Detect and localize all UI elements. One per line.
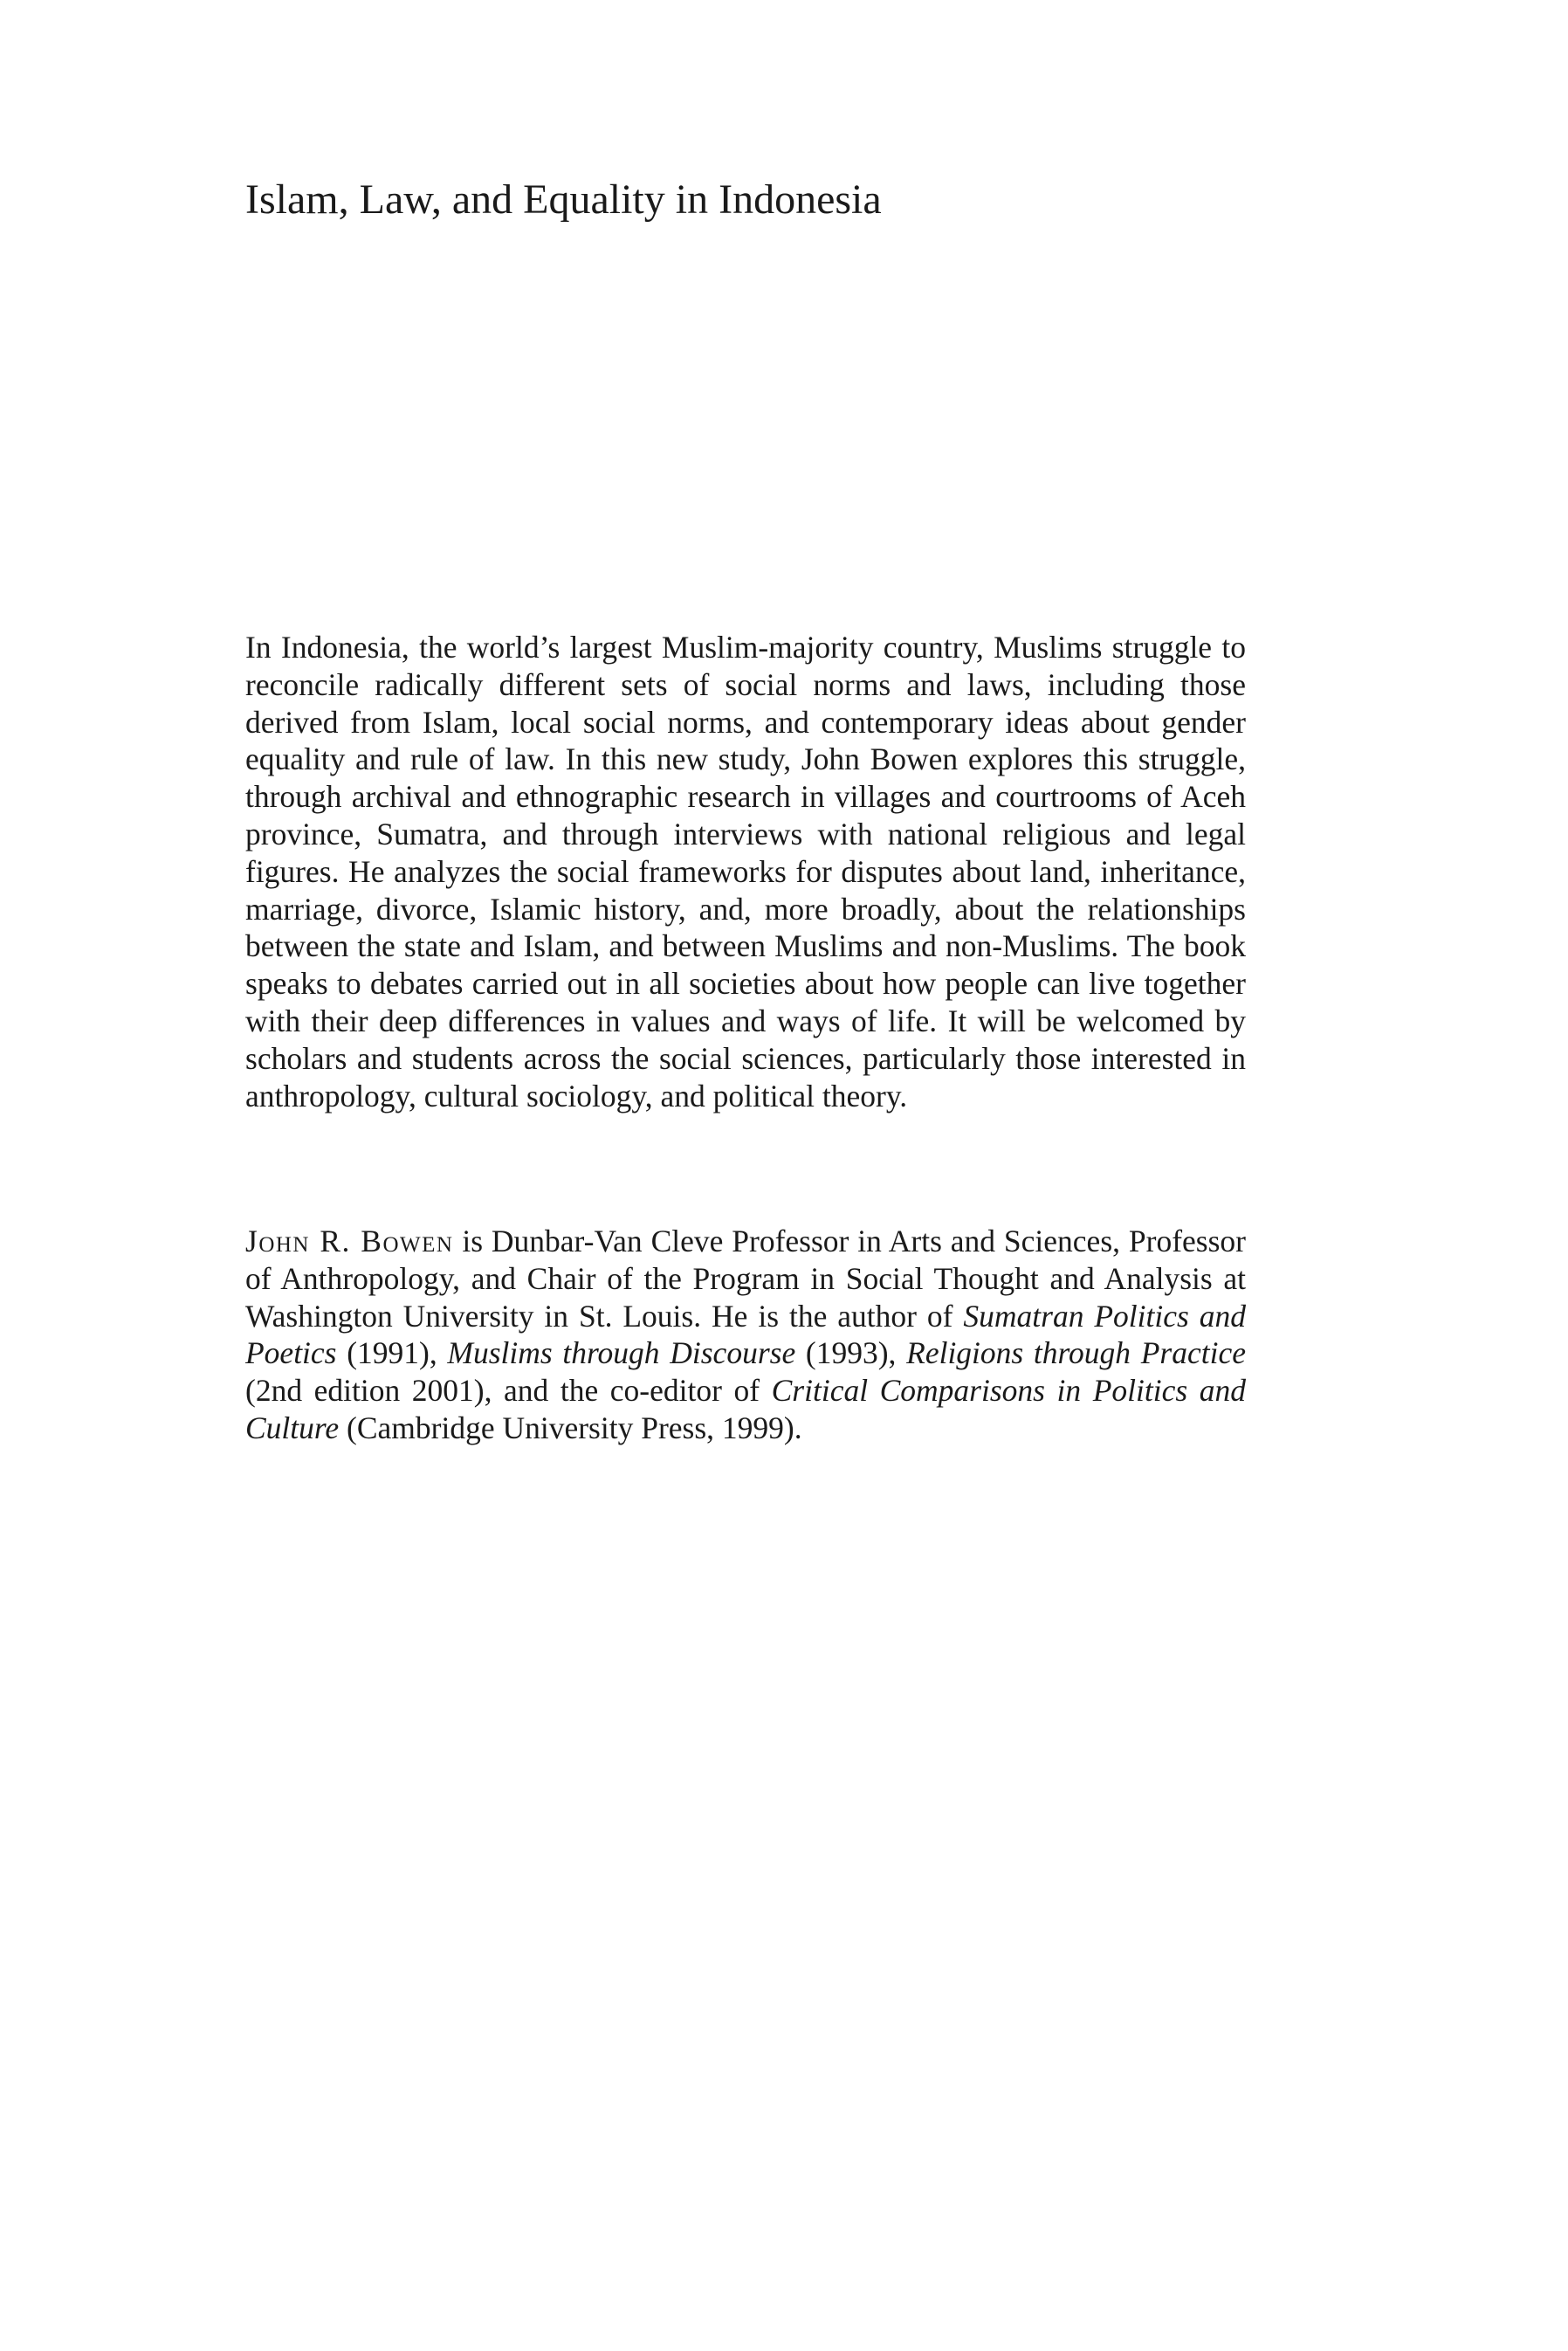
bio-text-4: (2nd edition 2001), and the co-editor of — [245, 1373, 772, 1409]
book-title-2: Muslims through Discourse — [447, 1335, 796, 1371]
bio-text-5: (Cambridge University Press, 1999). — [339, 1410, 802, 1445]
bio-text-3: (1993), — [795, 1335, 907, 1371]
author-bio — [245, 1223, 1246, 1447]
book-title: Islam, Law, and Equality in Indonesia — [245, 176, 882, 223]
book-title-4: Critical Comparisons in Politics and Culture — [245, 1373, 1246, 1445]
bio-text-2: (1991), — [336, 1335, 448, 1371]
book-description: In Indonesia, the world’s largest Muslim-majority country, Muslims struggle to reconcile radically different sets of social norms and laws, including those derived from Islam, local social norms, and contemporary ideas about gender equality and rule of law. In this new study, John Bowen explores this struggle, through archival and ethnographic research in villages and courtrooms of Aceh province, Sumatra, and through interviews with national religious and legal figures. He analyzes the social frameworks for disputes about land, inheritance, marriage, divorce, Islamic history, and, more broadly, about the relationships between the state and Islam, and between Muslims and non-Muslims. The book speaks to debates carried out in all societies about how people can live together with their deep differences in values and ways of life. It will be welcomed by scholars and students across the social sciences, particularly those interested in anthropology, cultural sociology, and political theory. — [245, 630, 1246, 1113]
author-name: John R. Bowen — [245, 1224, 454, 1258]
book-title-3: Religions through Practice — [906, 1335, 1246, 1371]
book-title-1: Sumatran Politics and Poetics — [245, 1298, 1246, 1371]
bio-text-1: is Dunbar-Van Cleve Professor in Arts and Sciences, Professor of Anthropology, and Chair of the Program in Social Thought and Analysis at Washington University in St. Louis. He is the author of — [245, 1224, 1246, 1334]
